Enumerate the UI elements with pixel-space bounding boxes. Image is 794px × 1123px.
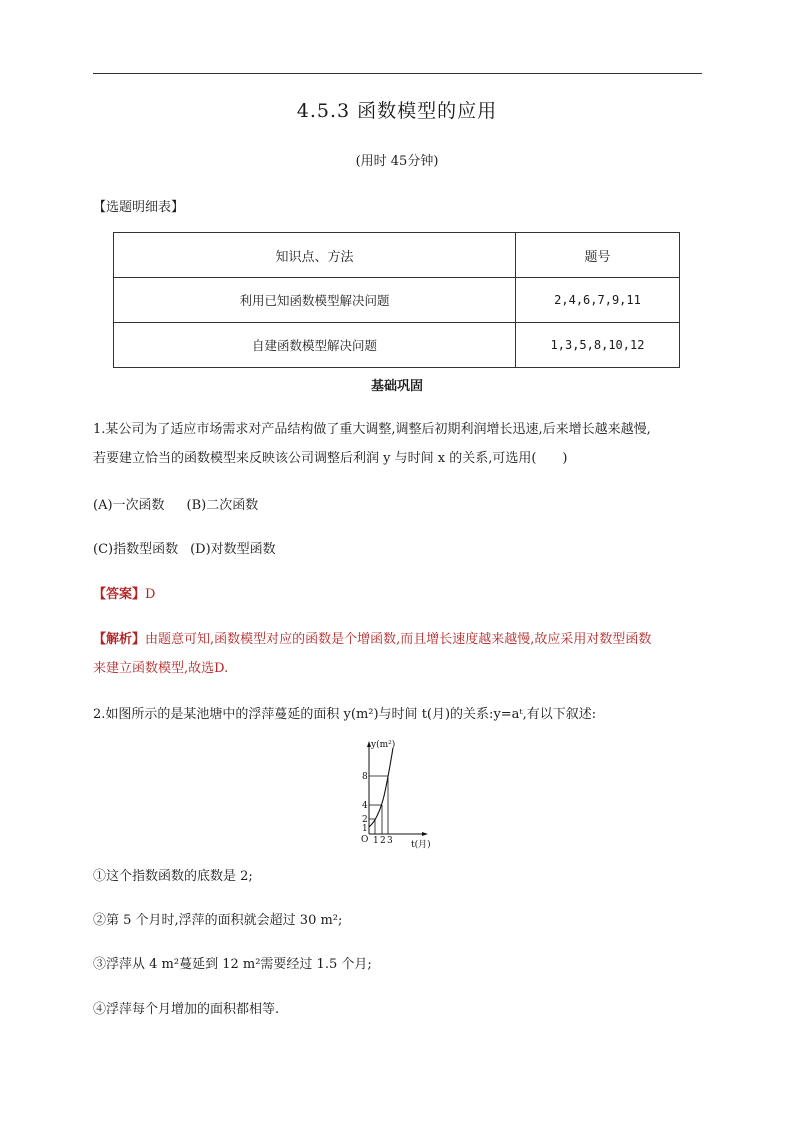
y-tick-4: 4 [362, 801, 368, 811]
section-heading: 基础巩固 [370, 379, 423, 394]
option-c: (C)指数型函数 [93, 542, 179, 557]
option-d: (D)对数型函数 [190, 542, 276, 557]
answer-value: D [145, 587, 156, 602]
statement-1: ①这个指数函数的底数是 2; [93, 869, 253, 884]
table-cell: 1,3,5,8,10,12 [516, 323, 680, 368]
y-tick-2: 2 [362, 815, 368, 825]
x-tick-1: 1 [373, 836, 379, 846]
option-a: (A)一次函数 [93, 498, 165, 513]
question-1-answer [93, 580, 708, 609]
question-1-options-cd [93, 535, 708, 564]
analysis-line-2: 来建立函数模型,故选D. [93, 661, 229, 676]
answer-tag: 【答案】 [93, 587, 146, 602]
question-2-stem: 2.如图所示的是某池塘中的浮萍蔓延的面积 y(m²)与时间 t(月)的关系:y=aᵗ,有以下叙述: [93, 707, 597, 722]
question-1-analysis [93, 625, 708, 683]
statement-3: ③浮萍从 4 m²蔓延到 12 m²需要经过 1.5 个月; [93, 957, 372, 972]
question-1-line-2: 若要建立恰当的函数模型来反映该公司调整后利润 y 与时间 x 的关系,可选用( ) [93, 451, 568, 466]
question-1-line-1: 1.某公司为了适应市场需求对产品结构做了重大调整,调整后初期利润增长迅速,后来增长越来越慢, [93, 422, 651, 437]
page-subtitle: (用时 45分钟) [355, 154, 439, 169]
growth-graph [355, 738, 445, 850]
exponential-curve [369, 748, 393, 827]
x-axis-label: t(月) [411, 840, 431, 850]
header-rule [93, 73, 702, 74]
question-1-stem [93, 415, 708, 473]
table-cell: 自建函数模型解决问题 [114, 323, 516, 368]
statement-2: ②第 5 个月时,浮萍的面积就会超过 30 m²; [93, 913, 343, 928]
analysis-line-1: 由题意可知,函数模型对应的函数是个增函数,而且增长速度越来越慢,故应采用对数型函数 [145, 632, 652, 647]
statement-4: ④浮萍每个月增加的面积都相等. [93, 1002, 280, 1017]
analysis-tag: 【解析】 [93, 632, 146, 647]
origin-label: O [361, 835, 369, 845]
detail-table-label: 【选题明细表】 [93, 200, 185, 215]
x-tick-3: 3 [387, 836, 393, 846]
page-title: 4.5.3 函数模型的应用 [296, 100, 498, 122]
table-cell: 利用已知函数模型解决问题 [114, 278, 516, 323]
x-axis-arrow [422, 832, 428, 836]
table-cell: 2,4,6,7,9,11 [516, 278, 680, 323]
table-row [114, 323, 680, 368]
table-header-cell: 题号 [516, 233, 680, 278]
table-row [114, 278, 680, 323]
x-tick-2: 2 [380, 836, 386, 846]
y-axis-label: y(m²) [371, 740, 396, 750]
table-header-row [114, 233, 680, 278]
y-tick-1: 1 [362, 824, 368, 834]
table-header-cell: 知识点、方法 [114, 233, 516, 278]
detail-table [113, 232, 680, 368]
y-tick-8: 8 [362, 772, 368, 782]
option-b: (B)二次函数 [186, 498, 259, 513]
question-1-options-ab [93, 491, 708, 520]
